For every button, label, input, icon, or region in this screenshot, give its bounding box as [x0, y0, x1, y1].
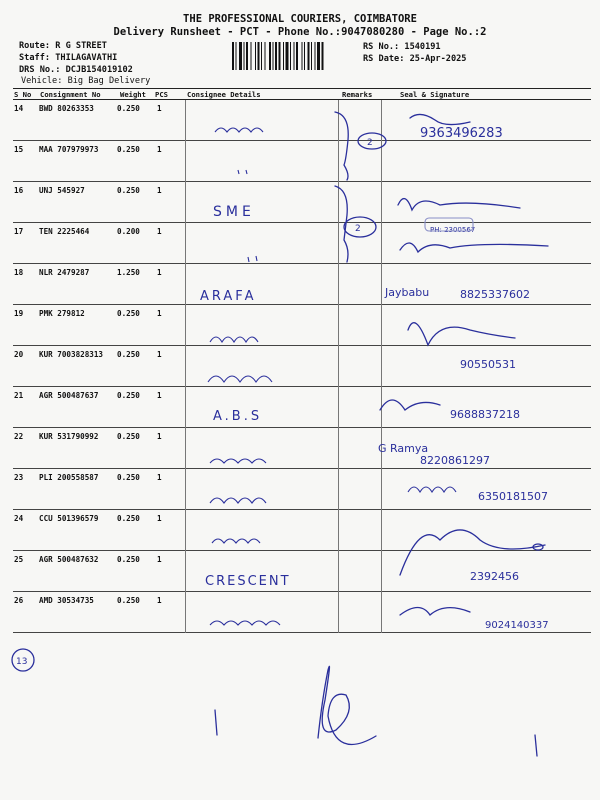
row-consignment-no: AGR 500487637 — [39, 391, 99, 400]
staff-label: Staff: THILAGAVATHI — [19, 53, 118, 63]
hw-count-circle: 13 — [16, 657, 28, 667]
row-pcs: 1 — [157, 227, 162, 236]
row-sno: 18 — [14, 268, 24, 277]
row-weight: 0.250 — [117, 186, 140, 195]
hw-name-18: Jaybabu — [385, 286, 430, 299]
col-remarks: Remarks — [342, 90, 373, 99]
table-row — [13, 264, 591, 305]
table-row — [13, 387, 591, 428]
row-sno: 22 — [14, 432, 24, 441]
rs-date: RS Date: 25-Apr-2025 — [363, 54, 467, 64]
row-pcs: 1 — [157, 596, 162, 605]
table-row — [13, 182, 591, 223]
row-pcs: 1 — [157, 186, 162, 195]
row-weight: 0.250 — [117, 145, 140, 154]
hw-consignee-17: SME — [213, 204, 255, 220]
row-sno: 23 — [14, 473, 24, 482]
col-sno: S No — [14, 90, 32, 99]
row-sno: 14 — [14, 104, 24, 113]
row-weight: 0.250 — [117, 391, 140, 400]
row-consignment-no: TEN 2225464 — [39, 227, 90, 236]
table-row — [13, 346, 591, 387]
row-consignment-no: MAA 707979973 — [39, 145, 99, 154]
row-sno: 15 — [14, 145, 24, 154]
row-weight: 0.250 — [117, 555, 140, 564]
row-consignment-no: BWD 80263353 — [39, 104, 94, 113]
row-pcs: 1 — [157, 514, 162, 523]
row-pcs: 1 — [157, 473, 162, 482]
row-weight: 1.250 — [117, 268, 140, 277]
row-pcs: 1 — [157, 391, 162, 400]
row-weight: 0.200 — [117, 227, 140, 236]
hw-phone-23: 6350181507 — [478, 490, 548, 503]
row-pcs: 1 — [157, 350, 162, 359]
row-consignment-no: KUR 531790992 — [39, 432, 99, 441]
vehicle-label: Vehicle: Big Bag Delivery — [21, 76, 151, 86]
row-consignment-no: UNJ 545927 — [39, 186, 85, 195]
row-sno: 19 — [14, 309, 24, 318]
table-row — [13, 428, 591, 469]
col-weight: Weight — [120, 90, 146, 99]
row-pcs: 1 — [157, 145, 162, 154]
table-row — [13, 510, 591, 551]
col-seal: Seal & Signature — [400, 90, 470, 99]
hw-phone-14: 9363496283 — [420, 126, 503, 141]
row-consignment-no: NLR 2479287 — [39, 268, 90, 277]
rs-number: RS No.: 1540191 — [363, 42, 441, 52]
page-count-circle — [12, 649, 34, 671]
bottom-signature — [318, 666, 376, 744]
table-row — [13, 223, 591, 264]
column-divider — [338, 100, 339, 633]
row-sno: 25 — [14, 555, 24, 564]
row-consignment-no: PMK 279812 — [39, 309, 85, 318]
hw-phone-21: 9688837218 — [450, 408, 520, 421]
row-sno: 21 — [14, 391, 24, 400]
row-weight: 0.250 — [117, 514, 140, 523]
stamp-text: PH: 2300567 — [430, 226, 476, 234]
barcode-image — [232, 42, 356, 70]
row-weight: 0.250 — [117, 104, 140, 113]
table-row — [13, 305, 591, 346]
row-sno: 17 — [14, 227, 24, 236]
table-row — [13, 100, 591, 141]
hw-remark-15: 2 — [367, 138, 373, 148]
row-weight: 0.250 — [117, 432, 140, 441]
row-pcs: 1 — [157, 104, 162, 113]
hw-consignee-21: A.B.S — [213, 409, 263, 424]
table-row — [13, 592, 591, 633]
column-divider — [381, 100, 382, 633]
row-consignment-no: AMD 30534735 — [39, 596, 94, 605]
hw-phone-20: 90550531 — [460, 358, 516, 371]
row-weight: 0.250 — [117, 473, 140, 482]
table-row — [13, 141, 591, 182]
row-divider — [13, 632, 591, 633]
hw-consignee-25: CRESCENT — [205, 574, 291, 589]
row-sno: 20 — [14, 350, 24, 359]
hw-phone-18: 8825337602 — [460, 288, 530, 301]
col-consignment: Consignment No — [40, 90, 101, 99]
bottom-mark-right — [535, 735, 537, 756]
hw-name-22: G Ramya — [378, 442, 429, 455]
table-row — [13, 551, 591, 592]
company-title: THE PROFESSIONAL COURIERS, COIMBATORE — [183, 13, 417, 25]
row-consignment-no: PLI 200558587 — [39, 473, 99, 482]
row-sno: 16 — [14, 186, 24, 195]
drs-label: DRS No.: DCJB154019102 — [19, 65, 133, 75]
row-consignment-no: CCU 501396579 — [39, 514, 99, 523]
hw-consignee-18: ARAFA — [200, 289, 257, 304]
runsheet-subtitle: Delivery Runsheet - PCT - Phone No.:9047080280 - Page No.:2 — [113, 26, 487, 38]
row-pcs: 1 — [157, 268, 162, 277]
column-divider — [185, 100, 186, 633]
row-sno: 24 — [14, 514, 24, 523]
bottom-mark — [215, 710, 217, 735]
row-sno: 26 — [14, 596, 24, 605]
row-consignment-no: KUR 7003828313 — [39, 350, 104, 359]
col-consignee: Consignee Details — [187, 90, 261, 99]
hw-phone-26: 9024140337 — [485, 620, 549, 631]
row-weight: 0.250 — [117, 596, 140, 605]
route-label: Route: R G STREET — [19, 41, 107, 51]
hw-phone-22: 8220861297 — [420, 454, 490, 467]
hw-phone-25: 2392456 — [470, 570, 519, 583]
row-pcs: 1 — [157, 555, 162, 564]
col-pcs: PCS — [155, 90, 168, 99]
table-row — [13, 469, 591, 510]
hw-remark-17: 2 — [355, 224, 361, 234]
row-pcs: 1 — [157, 432, 162, 441]
row-weight: 0.250 — [117, 309, 140, 318]
row-consignment-no: AGR 500487632 — [39, 555, 99, 564]
table-top-rule — [13, 88, 591, 89]
row-weight: 0.250 — [117, 350, 140, 359]
row-pcs: 1 — [157, 309, 162, 318]
